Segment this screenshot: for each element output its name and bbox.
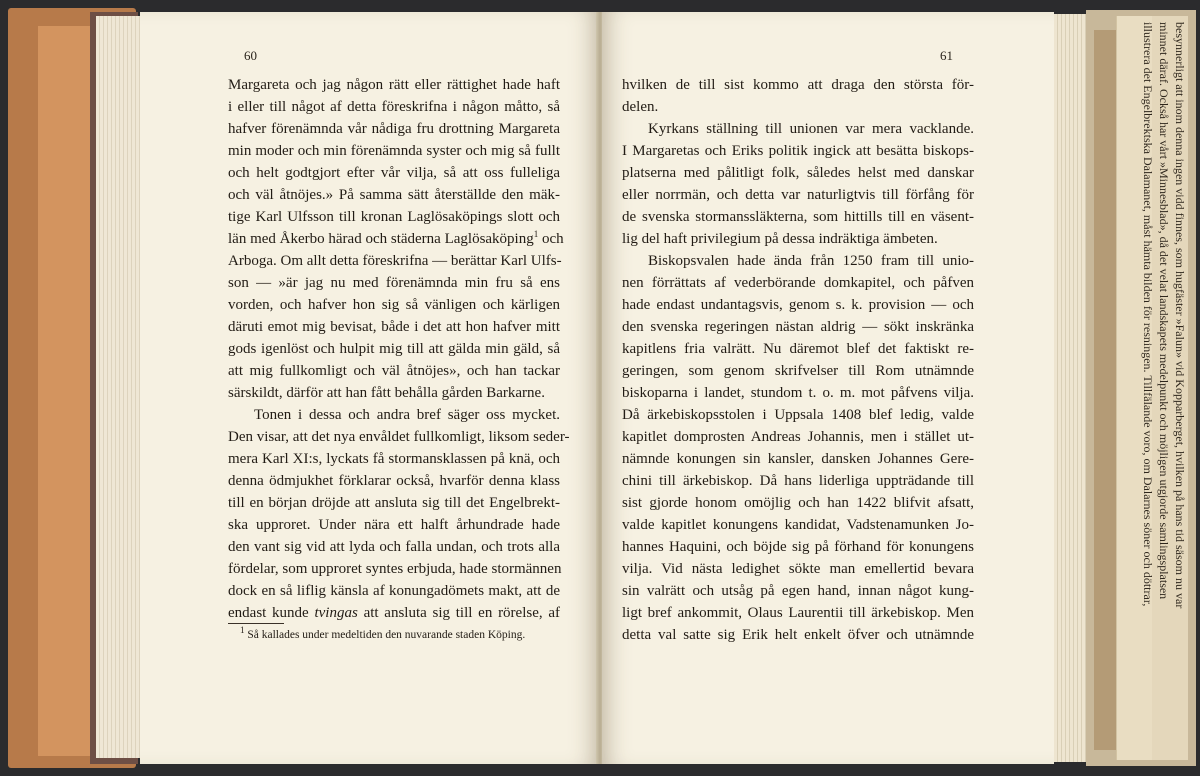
text-line: vorden, och hafver hon sig så vänligen och kärligen — [228, 297, 560, 313]
text-line: geringen, som genom skrifvelser till Rom utnämnde — [622, 363, 974, 379]
page-number-right: 61 — [940, 48, 953, 63]
rotated-text-line: minnet däraf. Också har vårt »Minnesblad», då det velat landskapets medelpunkt och möjligen utgjorde samlingsplatsen — [1157, 22, 1171, 600]
text-line: I Margaretas och Eriks politik ingick att besätta biskops- — [622, 143, 974, 159]
text-line: denna ödmjukhet förklarar också, hvarför denna klass — [228, 473, 560, 489]
text-line: och väl åtnöjes.» På samma sätt återställde den mäk- — [228, 187, 560, 203]
left-page — [140, 12, 598, 764]
text-line: lig del haft privilegium på dessa indräktiga ämbeten. — [622, 231, 938, 247]
rotated-plate-text — [1140, 22, 1188, 762]
text-fragment: endast kunde — [228, 605, 309, 621]
text-line: detta val satte sig Erik helt enkelt öfver och utnämnde — [622, 627, 974, 643]
text-line: Då ärkebiskopsstolen i Uppsala 1408 blef ledig, valde — [622, 407, 974, 423]
right-page-edges — [1054, 14, 1088, 762]
text-line: Margareta och jag någon rätt eller rättighet hade haft — [228, 77, 560, 93]
rotated-text-line: besynnerligt att inom denna ingen vidd finnes, som hugfäster »Falun» vid Kopparberget, hvilken på hans tid säsom nu var — [1173, 22, 1187, 609]
footnote — [240, 625, 526, 641]
italic-word: tvingas — [314, 605, 358, 621]
text-line: ska upproret. Under nära ett halft århundrade hade — [228, 517, 560, 533]
text-line: son — »är jag nu med förenämnda min fru så ens — [228, 275, 560, 291]
text-line: delen. — [622, 99, 659, 115]
text-line: platserna med pålitligt folk, således helst med danskar — [622, 165, 974, 181]
text-line: och helt godtgjort efter vår vilja, så att oss fulleliga — [228, 165, 560, 181]
text-line: Biskopsvalen hade ända från 1250 fram till unio- — [648, 253, 974, 269]
text-line: Arboga. Om allt detta föreskrifna — berättar Karl Ulfs- — [228, 253, 562, 269]
text-line: däruti emot mig bevisat, både i det att hon hafver mitt — [228, 319, 560, 335]
text-line: kapitlens fria valrätt. Nu däremot blef det faktiskt re- — [622, 341, 974, 357]
text-line: gods igenlöst och hulpit mig till att gälda min gäld, så — [228, 341, 560, 357]
text-line: de svenska stormanssläkterna, som hittills till en väsent- — [622, 209, 974, 225]
text-line: till en början dröjde att ansluta sig till det Engelbrekt- — [228, 495, 560, 511]
text-line: chini till ärkebiskop. Då hans liderliga uppträdande till — [622, 473, 974, 489]
right-cover-strip — [1094, 30, 1116, 750]
text-line: sin valrätt och utsåg på egen hand, innan något kung- — [622, 583, 974, 599]
right-page — [602, 12, 1054, 764]
text-fragment: och — [538, 231, 564, 247]
rotated-text-line: illustrera det Engelbrektska Dalamanet, måst hämta bilden för resningen. Tillfälande voro, om Dalarnes söner och döttrar, — [1141, 22, 1155, 607]
text-line: hade endast undantagsvis, genom s. k. provision — och — [622, 297, 974, 313]
text-line: den vant sig vid att lyda och falla undan, och trots alla — [228, 539, 560, 555]
text-line: särskildt, därför att han fått behålla gården Barkarne. — [228, 385, 545, 401]
text-line: eller norrmän, och detta var naturligtvis till förfång för — [622, 187, 974, 203]
text-fragment: län med Åkerbo härad och städerna Laglösaköping — [228, 231, 534, 247]
text-line: mera Karl XI:s, lyckats få stormansklassen på knä, och — [228, 451, 560, 467]
left-page-text — [228, 74, 570, 624]
text-line: tige Karl Ulfsson till kronan Laglösaköpings slott och — [228, 209, 560, 225]
text-line: vilja. Vid nästa ledighet sökte man emellertid bevara — [622, 561, 974, 577]
text-line: fördelar, som upproret syntes erbjuda, hade stormännen — [228, 561, 562, 577]
text-line: hafver förenämnda vår nådiga fru drottning Margareta — [228, 121, 560, 137]
text-line-with-italic — [228, 602, 560, 624]
text-fragment: att ansluta sig till en rörelse, af — [363, 605, 561, 621]
right-page-text — [622, 74, 974, 646]
text-line: sist gjorde honom omöjlig och han 1422 blifvit afsatt, — [622, 495, 974, 511]
text-line: valde kapitlet konungens kandidat, Vadstenamunken Jo- — [622, 517, 974, 533]
text-line: Kyrkans ställning till unionen var mera vacklande. — [648, 121, 974, 137]
text-line: hannes Haquini, och böjde sig på förhand för konungens — [622, 539, 974, 555]
text-line: hvilken de till sist kommo att draga den största för- — [622, 77, 974, 93]
text-line: att mig fullkomligt och väl åtnöjes», och han tackar — [228, 363, 560, 379]
left-page-edges — [96, 16, 142, 758]
text-line: biskoparna i landet, stundom t. o. m. mot påfvens vilja. — [622, 385, 974, 401]
footnote-mark: 1 — [240, 625, 245, 636]
page-number-left: 60 — [244, 48, 257, 63]
text-line: nämnde konungen sin kansler, dansken Johannes Gere- — [622, 451, 974, 467]
text-line: kapitlet domprosten Andreas Johannis, men i stället ut- — [622, 429, 974, 445]
footnote-rule — [228, 623, 284, 624]
text-line-with-footnote — [228, 228, 564, 250]
text-line: i eller till något af detta föreskrifna i någon måtto, så — [228, 99, 560, 115]
footnote-text: Så kallades under medeltiden den nuvarande staden Köping. — [247, 629, 526, 641]
text-line: Tonen i dessa och andra bref säger oss mycket. — [254, 407, 560, 423]
text-line: dock en så liflig känsla af konungadömets makt, att de — [228, 583, 560, 599]
text-line: ligt bref ankommit, Olaus Laurentii till ärkebiskop. Men — [622, 605, 974, 621]
text-line: min moder och min förenämnda syster och mig så fullt — [228, 143, 560, 159]
text-line: Den visar, att det nya envåldet fullkomligt, liksom seder- — [228, 429, 570, 445]
text-line: den svenska regeringen nästan aldrig — sökt inskränka — [622, 319, 974, 335]
text-line: nen förrättats af vederbörande domkapitel, och påfven — [622, 275, 974, 291]
footnote-reference: 1 — [533, 229, 539, 239]
